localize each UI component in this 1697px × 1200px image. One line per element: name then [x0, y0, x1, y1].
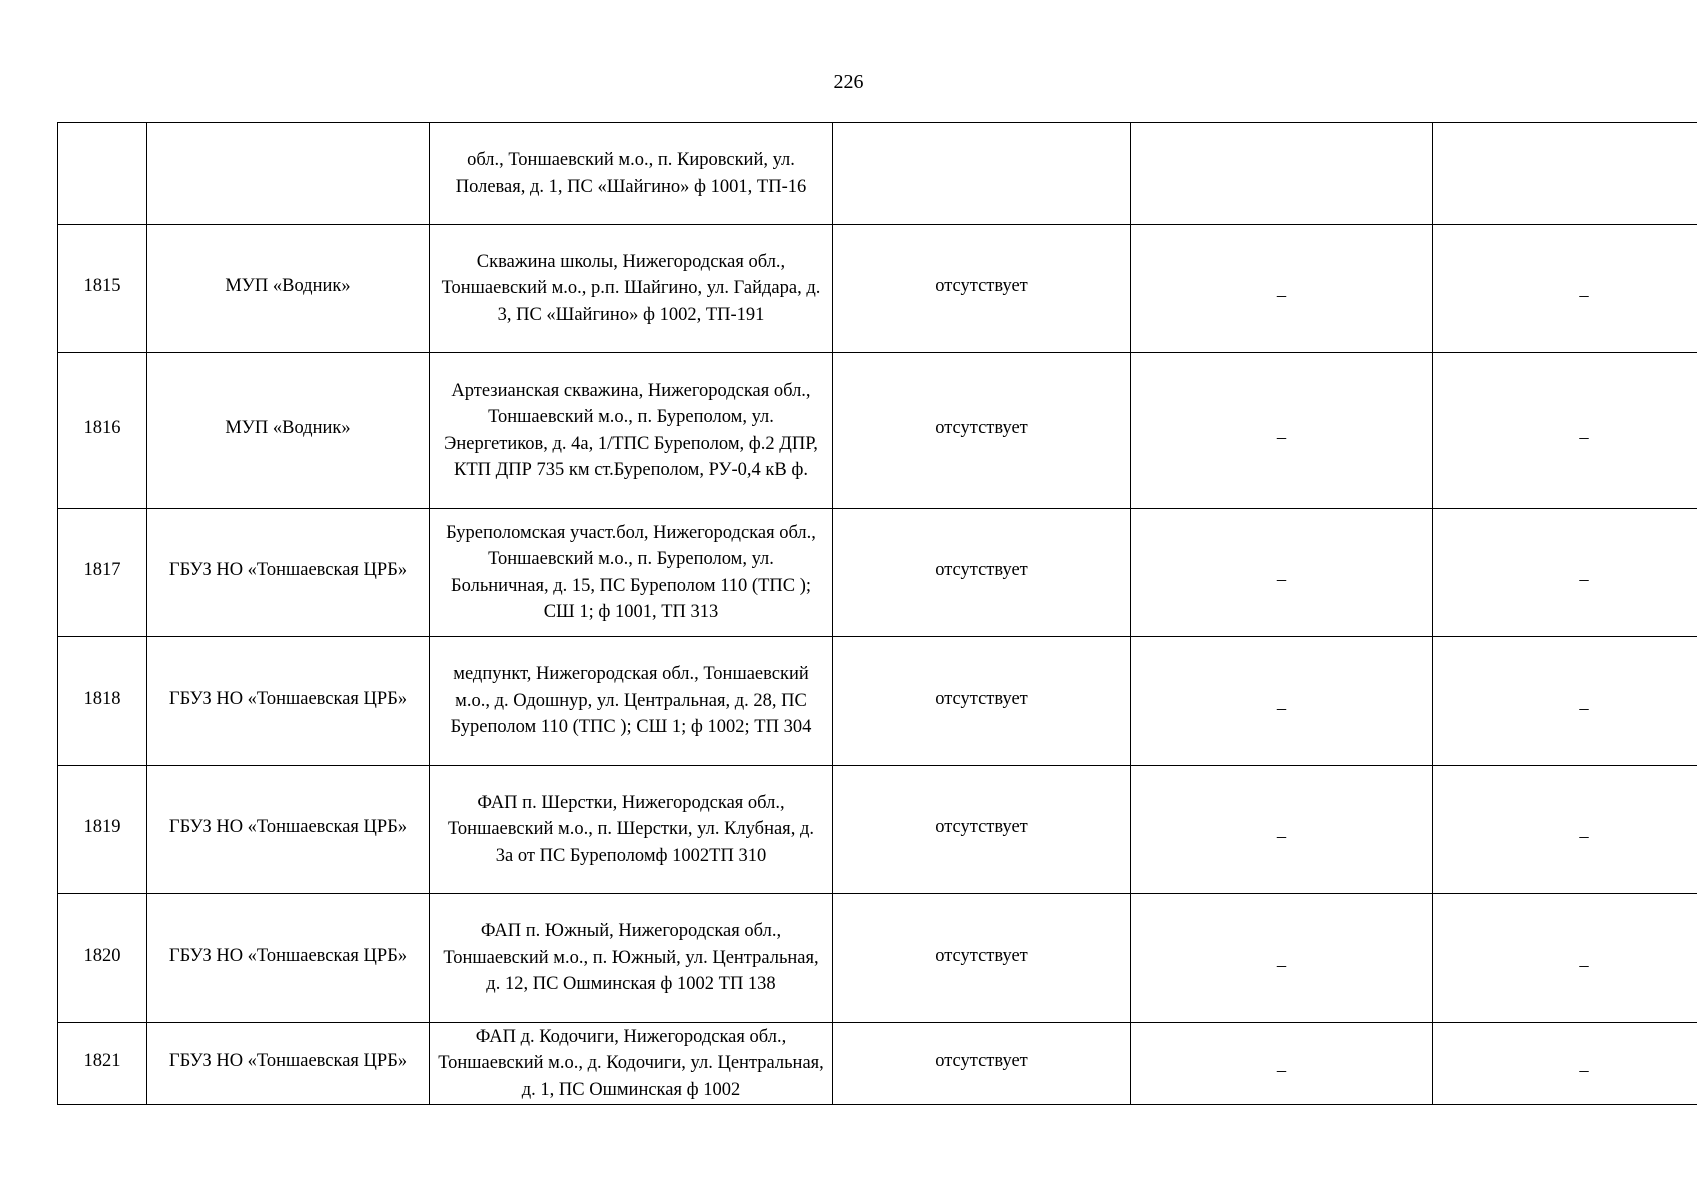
facilities-table [57, 122, 1697, 1105]
table-row [58, 766, 1697, 894]
status-cell: отсутствует [833, 509, 1131, 637]
organization-cell: ГБУЗ НО «Тоншаевская ЦРБ» [147, 509, 430, 637]
organization-cell: МУП «Водник» [147, 225, 430, 353]
status-cell: отсутствует [833, 894, 1131, 1023]
row-number-cell: 1821 [58, 1023, 147, 1105]
address-cell: ФАП п. Южный, Нижегородская обл., Тоншаевский м.о., п. Южный, ул. Центральная, д. 12, ПС Ошминская ф 1002 ТП 138 [430, 894, 833, 1023]
column-6-cell [1433, 123, 1697, 225]
column-5-cell [1131, 123, 1433, 225]
address-cell: Буреполомская участ.бол, Нижегородская обл., Тоншаевский м.о., п. Буреполом, ул. Больничная, д. 15, ПС Буреполом 110 (ТПС ); СШ 1; ф 1001, ТП 313 [430, 509, 833, 637]
column-5-cell: – [1131, 225, 1433, 353]
column-5-cell: – [1131, 353, 1433, 509]
row-number-cell: 1818 [58, 637, 147, 766]
address-cell: ФАП д. Кодочиги, Нижегородская обл., Тоншаевский м.о., д. Кодочиги, ул. Центральная, д. 1, ПС Ошминская ф 1002 [430, 1023, 833, 1105]
row-number-cell: 1816 [58, 353, 147, 509]
column-6-cell: – [1433, 353, 1697, 509]
address-cell: Артезианская скважина, Нижегородская обл., Тоншаевский м.о., п. Буреполом, ул. Энергетиков, д. 4а, 1/ТПС Буреполом, ф.2 ДПР, КТП ДПР 735 км ст.Буреполом, РУ-0,4 кВ ф. [430, 353, 833, 509]
table-row [58, 1023, 1697, 1105]
column-6-cell: – [1433, 225, 1697, 353]
column-5-cell: – [1131, 1023, 1433, 1105]
row-number-cell: 1820 [58, 894, 147, 1023]
organization-cell: ГБУЗ НО «Тоншаевская ЦРБ» [147, 1023, 430, 1105]
status-cell: отсутствует [833, 225, 1131, 353]
table-row [58, 353, 1697, 509]
column-5-cell: – [1131, 766, 1433, 894]
address-cell: Скважина школы, Нижегородская обл., Тоншаевский м.о., р.п. Шайгино, ул. Гайдара, д. 3, ПС «Шайгино» ф 1002, ТП-191 [430, 225, 833, 353]
status-cell: отсутствует [833, 766, 1131, 894]
organization-cell: МУП «Водник» [147, 353, 430, 509]
address-cell: обл., Тоншаевский м.о., п. Кировский, ул. Полевая, д. 1, ПС «Шайгино» ф 1001, ТП-16 [430, 123, 833, 225]
column-6-cell: – [1433, 1023, 1697, 1105]
organization-cell [147, 123, 430, 225]
status-cell [833, 123, 1131, 225]
column-5-cell: – [1131, 894, 1433, 1023]
column-5-cell: – [1131, 637, 1433, 766]
organization-cell: ГБУЗ НО «Тоншаевская ЦРБ» [147, 766, 430, 894]
table-row [58, 509, 1697, 637]
column-6-cell: – [1433, 637, 1697, 766]
address-cell: медпункт, Нижегородская обл., Тоншаевский м.о., д. Одошнур, ул. Центральная, д. 28, ПС Буреполом 110 (ТПС ); СШ 1; ф 1002; ТП 304 [430, 637, 833, 766]
row-number-cell: 1819 [58, 766, 147, 894]
status-cell: отсутствует [833, 1023, 1131, 1105]
table-row [58, 225, 1697, 353]
row-number-cell [58, 123, 147, 225]
row-number-cell: 1815 [58, 225, 147, 353]
table-row [58, 123, 1697, 225]
address-cell: ФАП п. Шерстки, Нижегородская обл., Тоншаевский м.о., п. Шерстки, ул. Клубная, д. 3а от ПС Буреполомф 1002ТП 310 [430, 766, 833, 894]
status-cell: отсутствует [833, 637, 1131, 766]
column-6-cell: – [1433, 766, 1697, 894]
column-6-cell: – [1433, 894, 1697, 1023]
column-6-cell: – [1433, 509, 1697, 637]
organization-cell: ГБУЗ НО «Тоншаевская ЦРБ» [147, 637, 430, 766]
page-number: 226 [833, 71, 864, 93]
column-5-cell: – [1131, 509, 1433, 637]
organization-cell: ГБУЗ НО «Тоншаевская ЦРБ» [147, 894, 430, 1023]
status-cell: отсутствует [833, 353, 1131, 509]
row-number-cell: 1817 [58, 509, 147, 637]
table-row [58, 894, 1697, 1023]
table-row [58, 637, 1697, 766]
